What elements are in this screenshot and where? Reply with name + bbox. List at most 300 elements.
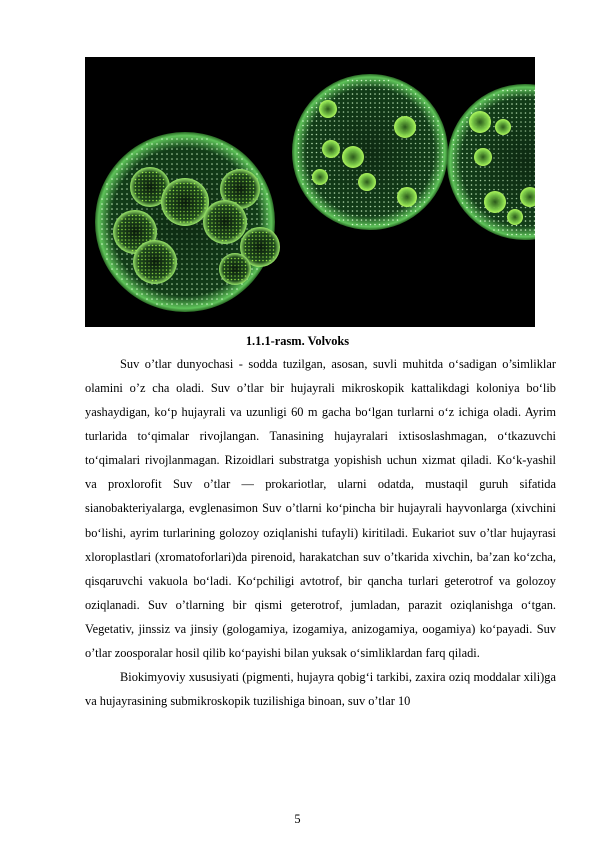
colony-cell xyxy=(206,243,208,245)
colony-cell xyxy=(525,220,527,222)
colony-cell xyxy=(221,298,223,300)
colony-cell xyxy=(216,288,218,290)
colony-cell xyxy=(498,180,500,182)
colony-cell xyxy=(370,206,372,208)
colony-cell xyxy=(471,198,473,200)
colony-cell xyxy=(370,219,372,221)
daughter-cell xyxy=(187,211,189,213)
colony-cell xyxy=(211,248,213,250)
colony-cell xyxy=(329,129,331,131)
daughter-cell xyxy=(149,175,151,177)
daughter-cell xyxy=(201,193,203,195)
colony-cell xyxy=(498,108,500,110)
colony-cell xyxy=(466,157,468,159)
colony-cell xyxy=(525,180,527,182)
daughter-cell xyxy=(166,193,168,195)
colony-cell xyxy=(126,268,128,270)
colony-cell xyxy=(462,175,464,177)
colony-cell xyxy=(126,203,128,205)
colony-cell xyxy=(191,288,193,290)
colony-cell xyxy=(388,93,390,95)
colony-cell xyxy=(397,156,399,158)
colony-cell xyxy=(388,170,390,172)
daughter-cell xyxy=(248,235,250,237)
colony-cell xyxy=(511,225,513,227)
daughter-cell xyxy=(204,197,206,199)
colony-cell xyxy=(343,84,345,86)
daughter-cell xyxy=(169,207,171,209)
daughter-cell xyxy=(145,200,147,202)
colony-cell xyxy=(365,93,367,95)
colony-cell xyxy=(216,183,218,185)
daughter-cell xyxy=(128,246,130,248)
daughter-cell xyxy=(159,193,161,195)
daughter-cell xyxy=(239,188,241,190)
colony-cell xyxy=(511,171,513,173)
colony-cell xyxy=(307,192,309,194)
colony-cell xyxy=(410,179,412,181)
daughter-cell xyxy=(190,190,192,192)
colony-cell xyxy=(511,153,513,155)
daughter-cell xyxy=(225,219,227,221)
colony-cell xyxy=(484,108,486,110)
colony-cell xyxy=(146,163,148,165)
daughter-cell xyxy=(159,273,161,275)
colony-cell xyxy=(379,192,381,194)
daughter-cell xyxy=(218,222,220,224)
colony-cell xyxy=(507,229,509,231)
colony-cell xyxy=(325,134,327,136)
daughter-cell xyxy=(232,236,234,238)
daughter-cell xyxy=(159,266,161,268)
colony-cell xyxy=(392,179,394,181)
colony-cell xyxy=(370,116,372,118)
colony-cell xyxy=(206,163,208,165)
colony-cell xyxy=(131,278,133,280)
colony-cell xyxy=(507,108,509,110)
colony-cell xyxy=(365,219,367,221)
colony-cell xyxy=(206,248,208,250)
colony-cell xyxy=(266,198,268,200)
colony-cell xyxy=(415,174,417,176)
daughter-cell xyxy=(187,207,189,209)
colony-cell xyxy=(507,193,509,195)
daughter-cell xyxy=(145,182,147,184)
colony-cell xyxy=(511,112,513,114)
colony-cell xyxy=(334,201,336,203)
colony-cell xyxy=(356,138,358,140)
colony-cell xyxy=(401,215,403,217)
daughter-cell xyxy=(225,195,227,197)
colony-cell xyxy=(475,144,477,146)
colony-cell xyxy=(383,107,385,109)
daughter-colony xyxy=(358,173,376,191)
colony-cell xyxy=(388,210,390,212)
daughter-cell xyxy=(238,268,240,270)
colony-cell xyxy=(502,171,504,173)
daughter-cell xyxy=(169,211,171,213)
colony-cell xyxy=(493,171,495,173)
colony-cell xyxy=(525,229,527,231)
colony-cell xyxy=(116,198,118,200)
daughter-cell xyxy=(252,249,254,251)
colony-cell xyxy=(374,80,376,82)
colony-cell xyxy=(388,197,390,199)
colony-cell xyxy=(356,89,358,91)
colony-cell xyxy=(383,174,385,176)
colony-cell xyxy=(171,283,173,285)
daughter-cell xyxy=(241,268,243,270)
colony-cell xyxy=(338,129,340,131)
daughter-cell xyxy=(159,179,161,181)
colony-cell xyxy=(211,293,213,295)
colony-cell xyxy=(507,90,509,92)
daughter-cell xyxy=(255,239,257,241)
colony-cell xyxy=(116,258,118,260)
colony-cell xyxy=(343,89,345,91)
colony-cell xyxy=(136,208,138,210)
colony-cell xyxy=(498,220,500,222)
colony-cell xyxy=(507,162,509,164)
colony-cell xyxy=(186,143,188,145)
daughter-cell xyxy=(142,239,144,241)
colony-cell xyxy=(520,112,522,114)
daughter-cell xyxy=(235,181,237,183)
daughter-cell xyxy=(146,232,148,234)
colony-cell xyxy=(370,156,372,158)
daughter-cell xyxy=(169,197,171,199)
colony-cell xyxy=(507,103,509,105)
colony-cell xyxy=(266,218,268,220)
colony-cell xyxy=(525,175,527,177)
daughter-cell xyxy=(194,183,196,185)
colony-cell xyxy=(365,134,367,136)
colony-cell xyxy=(410,89,412,91)
colony-cell xyxy=(347,215,349,217)
colony-cell xyxy=(131,168,133,170)
colony-cell xyxy=(379,134,381,136)
colony-cell xyxy=(475,135,477,137)
colony-cell xyxy=(334,179,336,181)
colony-cell xyxy=(502,108,504,110)
daughter-cell xyxy=(125,222,127,224)
colony-cell xyxy=(166,233,168,235)
colony-cell xyxy=(365,197,367,199)
colony-cell xyxy=(365,206,367,208)
daughter-cell xyxy=(269,256,271,258)
colony-cell xyxy=(201,283,203,285)
colony-cell xyxy=(116,193,118,195)
colony-cell xyxy=(171,223,173,225)
colony-cell xyxy=(356,210,358,212)
daughter-cell xyxy=(269,242,271,244)
colony-cell xyxy=(365,98,367,100)
daughter-cell xyxy=(225,188,227,190)
body-text xyxy=(85,352,556,713)
colony-cell xyxy=(181,243,183,245)
daughter-cell xyxy=(197,204,199,206)
colony-cell xyxy=(211,143,213,145)
daughter-cell xyxy=(152,245,154,247)
colony-cell xyxy=(484,184,486,186)
daughter-cell xyxy=(159,255,161,257)
daughter-cell xyxy=(239,215,241,217)
colony-cell xyxy=(298,170,300,172)
colony-cell xyxy=(186,148,188,150)
colony-cell xyxy=(437,138,439,140)
colony-cell xyxy=(298,156,300,158)
daughter-cell xyxy=(162,259,164,261)
colony-cell xyxy=(311,183,313,185)
colony-cell xyxy=(419,188,421,190)
colony-cell xyxy=(529,103,531,105)
colony-cell xyxy=(457,157,459,159)
colony-cell xyxy=(415,179,417,181)
daughter-cell xyxy=(169,214,171,216)
colony-cell xyxy=(471,148,473,150)
colony-cell xyxy=(502,189,504,191)
daughter-cell xyxy=(183,193,185,195)
colony-cell xyxy=(370,107,372,109)
colony-cell xyxy=(392,107,394,109)
colony-cell xyxy=(529,234,531,236)
colony-cell xyxy=(166,228,168,230)
daughter-cell xyxy=(173,259,175,261)
colony-cell xyxy=(365,143,367,145)
daughter-cell xyxy=(197,207,199,209)
colony-cell xyxy=(156,218,158,220)
daughter-cell xyxy=(121,222,123,224)
colony-cell xyxy=(211,193,213,195)
daughter-cell xyxy=(166,211,168,213)
daughter-cell xyxy=(238,272,240,274)
daughter-cell xyxy=(204,207,206,209)
colony-cell xyxy=(392,129,394,131)
colony-cell xyxy=(493,117,495,119)
daughter-cell xyxy=(156,193,158,195)
colony-cell xyxy=(511,198,513,200)
colony-cell xyxy=(428,183,430,185)
colony-cell xyxy=(437,120,439,122)
colony-cell xyxy=(343,210,345,212)
colony-cell xyxy=(520,135,522,137)
colony-cell xyxy=(325,98,327,100)
daughter-cell xyxy=(132,250,134,252)
colony-cell xyxy=(106,183,108,185)
daughter-cell xyxy=(149,182,151,184)
colony-cell xyxy=(325,138,327,140)
daughter-cell xyxy=(132,243,134,245)
colony-cell xyxy=(424,125,426,127)
colony-cell xyxy=(356,102,358,104)
colony-cell xyxy=(498,148,500,150)
daughter-cell xyxy=(232,222,234,224)
daughter-cell xyxy=(252,246,254,248)
colony-cell xyxy=(181,268,183,270)
colony-cell xyxy=(379,125,381,127)
daughter-cell xyxy=(239,226,241,228)
colony-cell xyxy=(352,192,354,194)
colony-cell xyxy=(484,211,486,213)
daughter-cell xyxy=(135,215,137,217)
colony-cell xyxy=(196,163,198,165)
colony-cell xyxy=(216,198,218,200)
colony-cell xyxy=(121,253,123,255)
colony-cell xyxy=(370,165,372,167)
colony-cell xyxy=(216,298,218,300)
daughter-cell xyxy=(208,229,210,231)
daughter-cell xyxy=(138,175,140,177)
daughter-cell xyxy=(169,269,171,271)
colony-cell xyxy=(338,98,340,100)
colony-cell xyxy=(401,161,403,163)
colony-cell xyxy=(433,147,435,149)
colony-cell xyxy=(116,203,118,205)
daughter-cell xyxy=(255,242,257,244)
daughter-cell xyxy=(239,184,241,186)
colony-cell xyxy=(126,163,128,165)
daughter-cell xyxy=(222,236,224,238)
colony-cell xyxy=(415,98,417,100)
colony-cell xyxy=(161,143,163,145)
colony-cell xyxy=(392,170,394,172)
colony-cell xyxy=(338,102,340,104)
daughter-cell xyxy=(225,233,227,235)
daughter-cell xyxy=(262,246,264,248)
colony-cell xyxy=(516,112,518,114)
colony-cell xyxy=(498,189,500,191)
colony-cell xyxy=(316,201,318,203)
colony-cell xyxy=(316,138,318,140)
colony-cell xyxy=(383,161,385,163)
colony-cell xyxy=(466,126,468,128)
daughter-cell xyxy=(242,195,244,197)
colony-cell xyxy=(325,129,327,131)
colony-cell xyxy=(529,220,531,222)
daughter-cell xyxy=(163,186,165,188)
colony-cell xyxy=(516,94,518,96)
colony-cell xyxy=(186,238,188,240)
colony-cell xyxy=(141,283,143,285)
colony-cell xyxy=(343,143,345,145)
colony-cell xyxy=(397,107,399,109)
daughter-cell xyxy=(159,269,161,271)
colony-cell xyxy=(116,188,118,190)
colony-cell xyxy=(466,189,468,191)
colony-cell xyxy=(525,144,527,146)
daughter-cell xyxy=(142,186,144,188)
colony-cell xyxy=(121,263,123,265)
colony-cell xyxy=(365,215,367,217)
colony-cell xyxy=(338,120,340,122)
colony-cell xyxy=(196,168,198,170)
colony-cell xyxy=(176,288,178,290)
daughter-cell xyxy=(201,207,203,209)
colony-cell xyxy=(516,135,518,137)
colony-cell xyxy=(424,179,426,181)
daughter-cell xyxy=(242,202,244,204)
daughter-cell xyxy=(201,200,203,202)
colony-cell xyxy=(307,125,309,127)
daughter-cell xyxy=(259,260,261,262)
colony-cell xyxy=(316,134,318,136)
colony-cell xyxy=(383,84,385,86)
colony-cell xyxy=(428,170,430,172)
colony-cell xyxy=(352,98,354,100)
colony-cell xyxy=(511,189,513,191)
colony-cell xyxy=(365,210,367,212)
colony-cell xyxy=(428,116,430,118)
colony-cell xyxy=(379,93,381,95)
colony-cell xyxy=(311,107,313,109)
colony-cell xyxy=(356,107,358,109)
daughter-cell xyxy=(149,225,151,227)
colony-cell xyxy=(126,198,128,200)
colony-cell xyxy=(347,89,349,91)
colony-cell xyxy=(136,293,138,295)
colony-cell xyxy=(410,138,412,140)
colony-cell xyxy=(356,179,358,181)
daughter-cell xyxy=(148,259,150,261)
colony-cell xyxy=(334,161,336,163)
colony-cell xyxy=(433,179,435,181)
colony-cell xyxy=(151,148,153,150)
colony-cell xyxy=(338,89,340,91)
daughter-cell xyxy=(152,259,154,261)
colony-cell xyxy=(388,219,390,221)
colony-cell xyxy=(186,288,188,290)
colony-cell xyxy=(516,126,518,128)
colony-cell xyxy=(437,170,439,172)
colony-cell xyxy=(329,170,331,172)
colony-cell xyxy=(383,224,385,226)
daughter-cell xyxy=(149,222,151,224)
daughter-cell xyxy=(169,193,171,195)
colony-cell xyxy=(511,144,513,146)
daughter-cell xyxy=(148,276,150,278)
colony-cell xyxy=(428,174,430,176)
colony-cell xyxy=(361,129,363,131)
colony-cell xyxy=(502,162,504,164)
colony-cell xyxy=(352,210,354,212)
daughter-cell xyxy=(156,172,158,174)
colony-cell xyxy=(489,130,491,132)
colony-cell xyxy=(196,253,198,255)
colony-cell xyxy=(166,238,168,240)
colony-cell xyxy=(374,201,376,203)
colony-cell xyxy=(462,166,464,168)
colony-cell xyxy=(329,206,331,208)
colony-cell xyxy=(111,223,113,225)
colony-cell xyxy=(471,139,473,141)
colony-cell xyxy=(176,248,178,250)
colony-cell xyxy=(320,156,322,158)
colony-cell xyxy=(176,268,178,270)
daughter-cell xyxy=(215,233,217,235)
daughter-cell xyxy=(211,219,213,221)
colony-cell xyxy=(338,183,340,185)
daughter-cell xyxy=(155,252,157,254)
colony-cell xyxy=(388,134,390,136)
colony-cell xyxy=(334,215,336,217)
colony-cell xyxy=(383,188,385,190)
daughter-cell xyxy=(266,246,268,248)
colony-cell xyxy=(516,180,518,182)
colony-cell xyxy=(529,184,531,186)
colony-cell xyxy=(383,206,385,208)
colony-cell xyxy=(410,165,412,167)
colony-cell xyxy=(251,268,253,270)
